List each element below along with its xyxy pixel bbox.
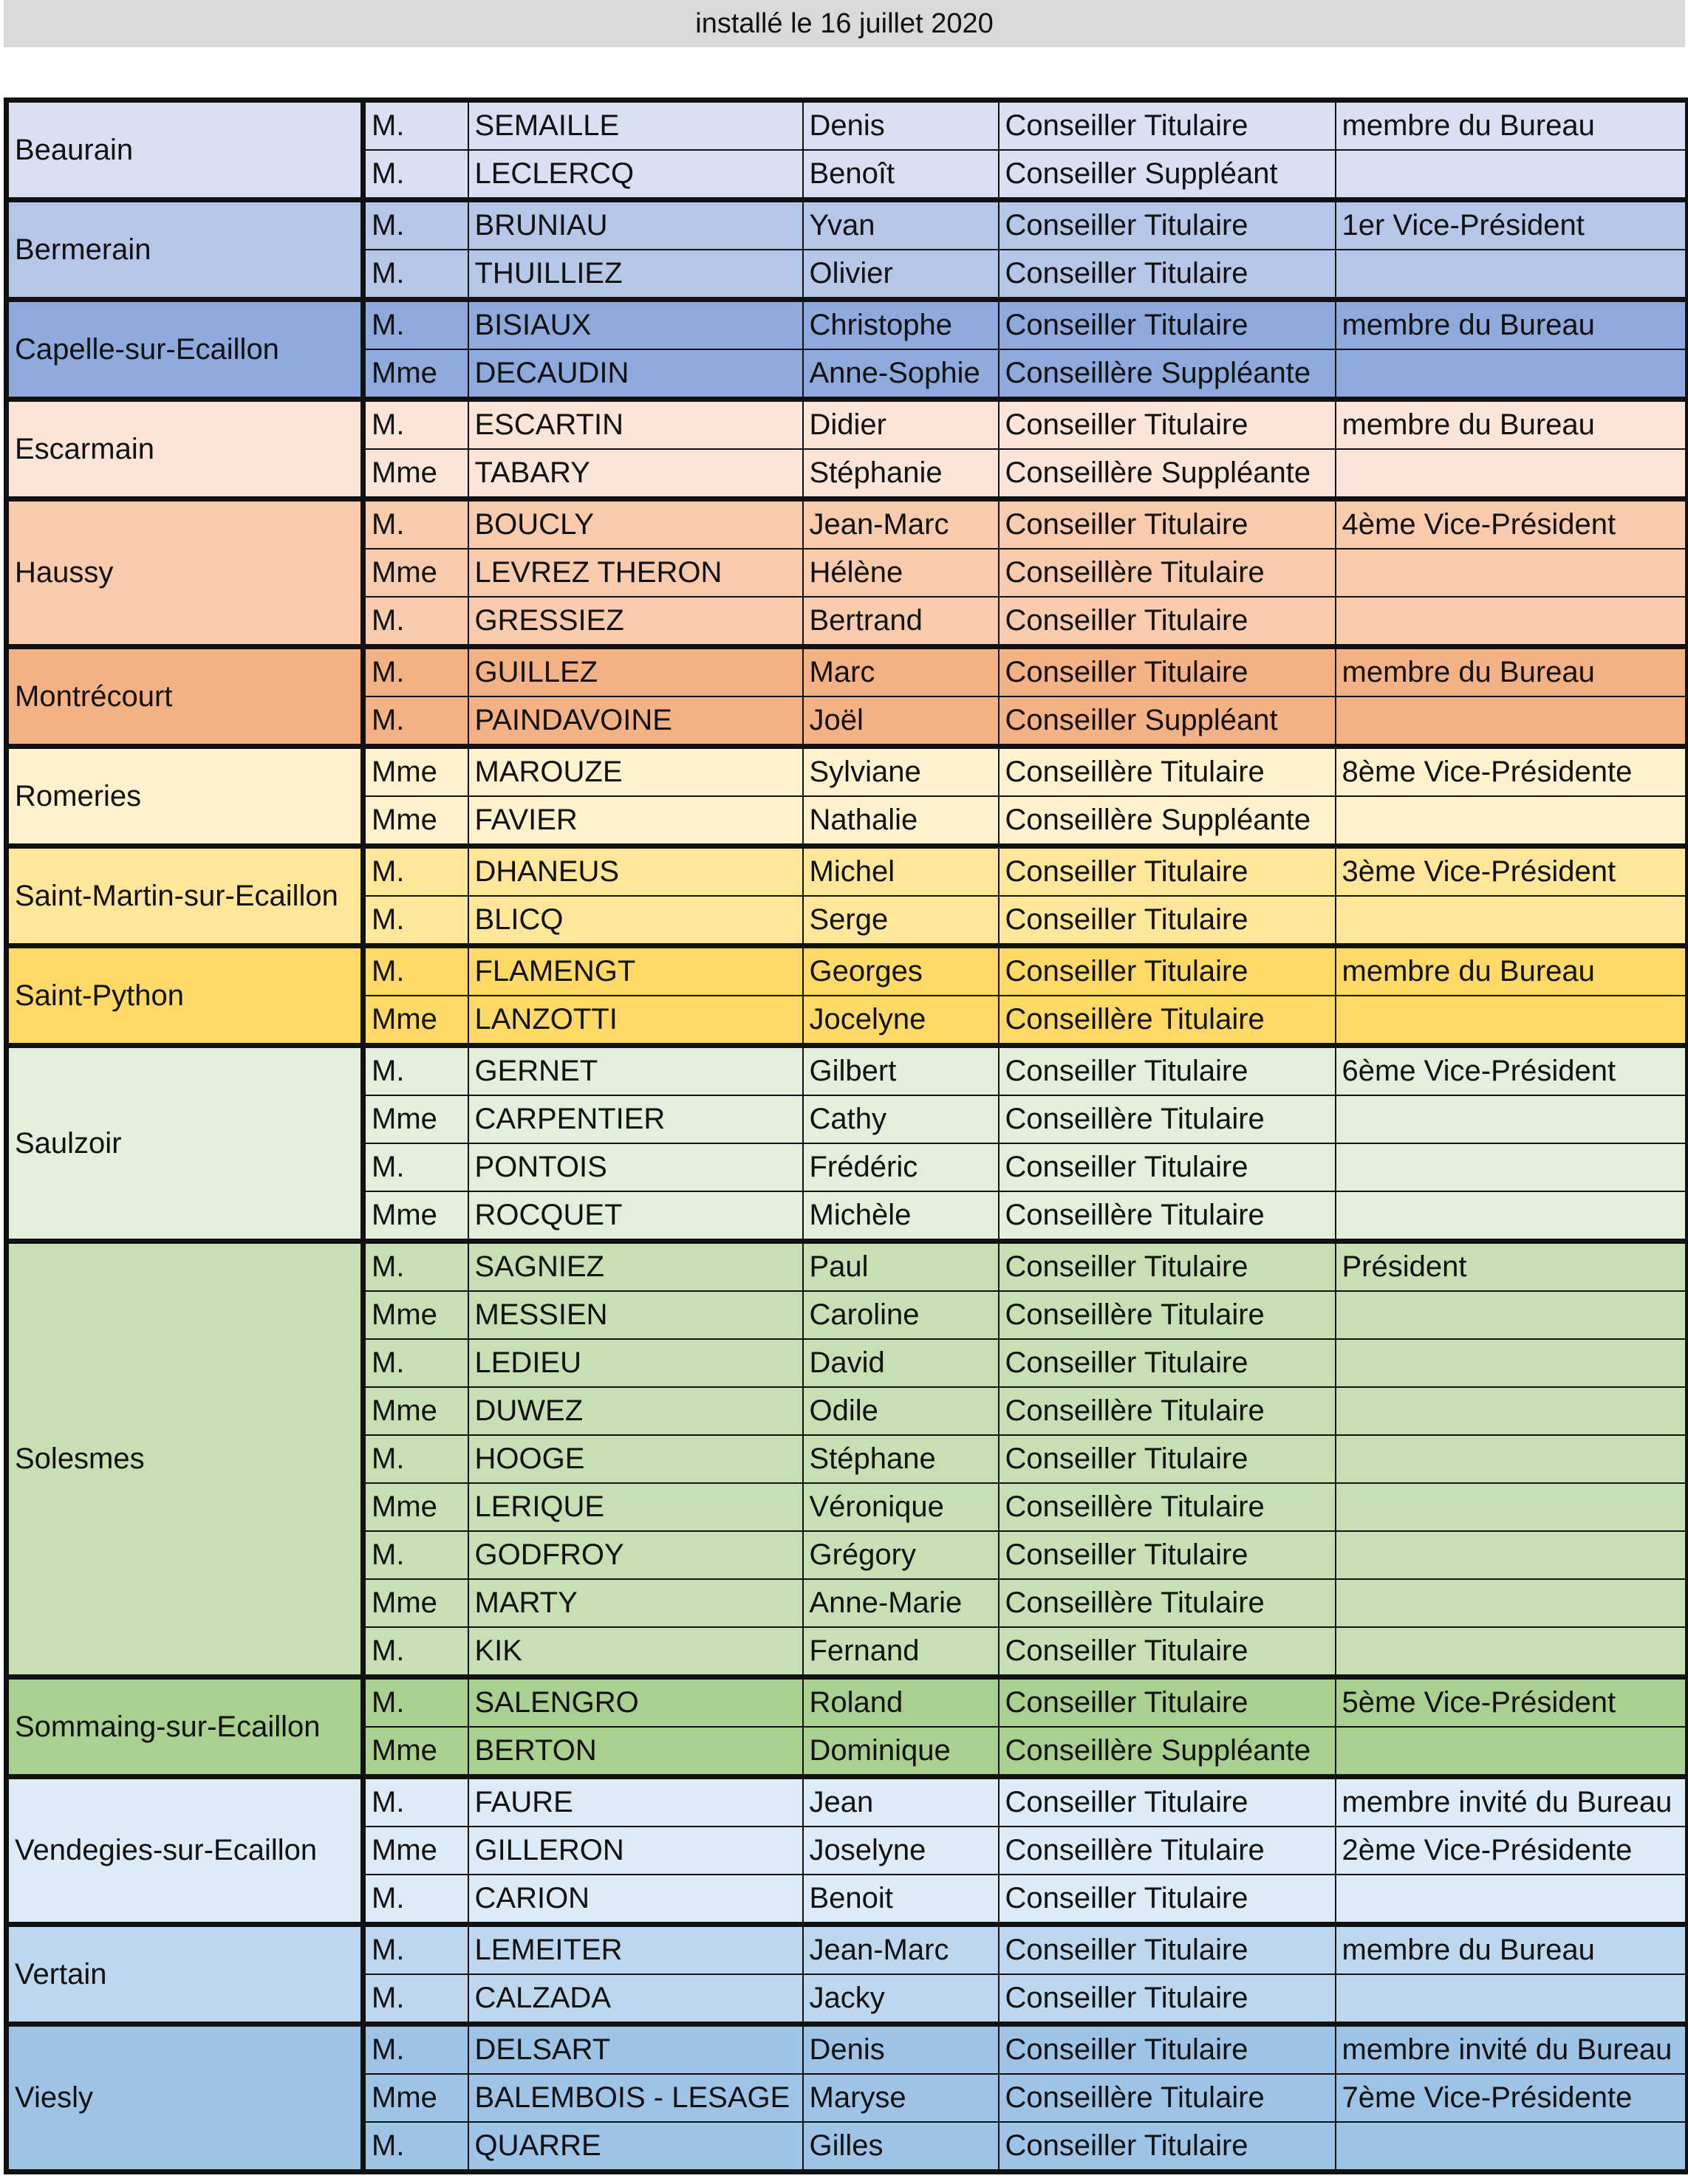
civility-cell: M. [363, 2122, 468, 2172]
last-name-cell: LECLERCQ [468, 150, 803, 200]
function-cell: Conseiller Titulaire [999, 1974, 1336, 2024]
table-row [7, 946, 1688, 996]
first-name-cell: Jacky [803, 1974, 999, 2024]
first-name-cell: Nathalie [803, 796, 999, 846]
role-cell [1336, 250, 1688, 300]
last-name-cell: LANZOTTI [468, 996, 803, 1046]
last-name-cell: LEMEITER [468, 1925, 803, 1975]
last-name-cell: PAINDAVOINE [468, 696, 803, 747]
first-name-cell: Denis [803, 2024, 999, 2075]
civility-cell: Mme [363, 1291, 468, 1339]
table-row [7, 2024, 1688, 2075]
last-name-cell: GUILLEZ [468, 647, 803, 697]
last-name-cell: GERNET [468, 1046, 803, 1096]
last-name-cell: SALENGRO [468, 1677, 803, 1728]
civility-cell: Mme [363, 1095, 468, 1143]
civility-cell: Mme [363, 1579, 468, 1627]
last-name-cell: SAGNIEZ [468, 1242, 803, 1292]
last-name-cell: KIK [468, 1627, 803, 1677]
role-cell: 7ème Vice-Présidente [1336, 2074, 1688, 2122]
role-cell [1336, 1974, 1688, 2024]
function-cell: Conseiller Titulaire [999, 896, 1336, 946]
commune-name-cell: Haussy [7, 499, 363, 647]
civility-cell: Mme [363, 449, 468, 499]
last-name-cell: GODFROY [468, 1531, 803, 1579]
table-row [7, 1777, 1688, 1827]
role-cell: membre du Bureau [1336, 400, 1688, 450]
table-row [7, 300, 1688, 350]
commune-name-cell: Viesly [7, 2024, 363, 2172]
function-cell: Conseillère Titulaire [999, 1095, 1336, 1143]
civility-cell: M. [363, 1435, 468, 1483]
function-cell: Conseiller Titulaire [999, 1143, 1336, 1191]
last-name-cell: TABARY [468, 449, 803, 499]
table-row [7, 647, 1688, 697]
civility-cell: M. [363, 1531, 468, 1579]
first-name-cell: Anne-Marie [803, 1579, 999, 1627]
role-cell [1336, 150, 1688, 200]
function-cell: Conseiller Titulaire [999, 946, 1336, 996]
civility-cell: Mme [363, 796, 468, 846]
last-name-cell: BLICQ [468, 896, 803, 946]
civility-cell: Mme [363, 996, 468, 1046]
role-cell: 6ème Vice-Président [1336, 1046, 1688, 1096]
role-cell: 5ème Vice-Président [1336, 1677, 1688, 1728]
role-cell [1336, 896, 1688, 946]
function-cell: Conseiller Titulaire [999, 1925, 1336, 1975]
commune-name-cell: Beaurain [7, 100, 363, 200]
civility-cell: M. [363, 1627, 468, 1677]
civility-cell: M. [363, 647, 468, 697]
commune-name-cell: Vertain [7, 1925, 363, 2024]
role-cell: 1er Vice-Président [1336, 200, 1688, 250]
page-title: installé le 16 juillet 2020 [4, 0, 1685, 47]
first-name-cell: Joël [803, 696, 999, 747]
last-name-cell: DECAUDIN [468, 349, 803, 400]
commune-name-cell: Montrécourt [7, 647, 363, 747]
role-cell: membre du Bureau [1336, 300, 1688, 350]
table-row [7, 747, 1688, 797]
civility-cell: Mme [363, 349, 468, 400]
table-row [7, 1242, 1688, 1292]
last-name-cell: SEMAILLE [468, 100, 803, 151]
function-cell: Conseiller Suppléant [999, 696, 1336, 747]
commune-name-cell: Bermerain [7, 200, 363, 300]
first-name-cell: Jean [803, 1777, 999, 1827]
last-name-cell: CARPENTIER [468, 1095, 803, 1143]
commune-name-cell: Romeries [7, 747, 363, 846]
civility-cell: M. [363, 250, 468, 300]
table-row [7, 1046, 1688, 1096]
first-name-cell: Roland [803, 1677, 999, 1728]
first-name-cell: Jocelyne [803, 996, 999, 1046]
first-name-cell: Jean-Marc [803, 499, 999, 550]
role-cell: membre du Bureau [1336, 647, 1688, 697]
civility-cell: M. [363, 499, 468, 550]
first-name-cell: Maryse [803, 2074, 999, 2122]
role-cell: 3ème Vice-Président [1336, 846, 1688, 897]
first-name-cell: Michel [803, 846, 999, 897]
function-cell: Conseiller Titulaire [999, 2122, 1336, 2172]
civility-cell: Mme [363, 1387, 468, 1435]
civility-cell: M. [363, 300, 468, 350]
role-cell: membre invité du Bureau [1336, 2024, 1688, 2075]
commune-name-cell: Vendegies-sur-Ecaillon [7, 1777, 363, 1925]
last-name-cell: CARION [468, 1875, 803, 1925]
first-name-cell: Dominique [803, 1727, 999, 1777]
first-name-cell: Georges [803, 946, 999, 996]
first-name-cell: Serge [803, 896, 999, 946]
first-name-cell: Grégory [803, 1531, 999, 1579]
function-cell: Conseillère Titulaire [999, 1579, 1336, 1627]
first-name-cell: Olivier [803, 250, 999, 300]
first-name-cell: Sylviane [803, 747, 999, 797]
table-row [7, 200, 1688, 250]
function-cell: Conseillère Titulaire [999, 747, 1336, 797]
function-cell: Conseillère Suppléante [999, 449, 1336, 499]
last-name-cell: BRUNIAU [468, 200, 803, 250]
last-name-cell: LERIQUE [468, 1483, 803, 1531]
role-cell: 4ème Vice-Président [1336, 499, 1688, 550]
last-name-cell: CALZADA [468, 1974, 803, 2024]
role-cell: membre du Bureau [1336, 1925, 1688, 1975]
role-cell [1336, 1579, 1688, 1627]
civility-cell: Mme [363, 1827, 468, 1875]
civility-cell: M. [363, 1974, 468, 2024]
commune-name-cell: Capelle-sur-Ecaillon [7, 300, 363, 400]
function-cell: Conseiller Titulaire [999, 1242, 1336, 1292]
function-cell: Conseillère Titulaire [999, 2074, 1336, 2122]
role-cell [1336, 1727, 1688, 1777]
civility-cell: Mme [363, 1191, 468, 1242]
role-cell [1336, 2122, 1688, 2172]
civility-cell: M. [363, 1339, 468, 1387]
function-cell: Conseiller Suppléant [999, 150, 1336, 200]
last-name-cell: ESCARTIN [468, 400, 803, 450]
first-name-cell: Yvan [803, 200, 999, 250]
last-name-cell: BERTON [468, 1727, 803, 1777]
role-cell: membre du Bureau [1336, 100, 1688, 151]
function-cell: Conseiller Titulaire [999, 1339, 1336, 1387]
civility-cell: M. [363, 946, 468, 996]
first-name-cell: Véronique [803, 1483, 999, 1531]
role-cell [1336, 1627, 1688, 1677]
last-name-cell: GRESSIEZ [468, 597, 803, 647]
commune-name-cell: Saint-Python [7, 946, 363, 1046]
last-name-cell: THUILLIEZ [468, 250, 803, 300]
role-cell [1336, 796, 1688, 846]
role-cell: Président [1336, 1242, 1688, 1292]
function-cell: Conseiller Titulaire [999, 1627, 1336, 1677]
commune-name-cell: Sommaing-sur-Ecaillon [7, 1677, 363, 1777]
civility-cell: M. [363, 896, 468, 946]
civility-cell: M. [363, 846, 468, 897]
function-cell: Conseillère Suppléante [999, 349, 1336, 400]
civility-cell: M. [363, 1875, 468, 1925]
function-cell: Conseillère Titulaire [999, 1291, 1336, 1339]
role-cell [1336, 1143, 1688, 1191]
function-cell: Conseiller Titulaire [999, 846, 1336, 897]
function-cell: Conseiller Titulaire [999, 597, 1336, 647]
civility-cell: M. [363, 597, 468, 647]
last-name-cell: DELSART [468, 2024, 803, 2075]
function-cell: Conseiller Titulaire [999, 250, 1336, 300]
function-cell: Conseillère Titulaire [999, 1827, 1336, 1875]
function-cell: Conseillère Titulaire [999, 996, 1336, 1046]
function-cell: Conseiller Titulaire [999, 1435, 1336, 1483]
first-name-cell: Paul [803, 1242, 999, 1292]
role-cell [1336, 1191, 1688, 1242]
function-cell: Conseiller Titulaire [999, 400, 1336, 450]
first-name-cell: Benoît [803, 150, 999, 200]
last-name-cell: LEVREZ THERON [468, 549, 803, 597]
table-row [7, 1925, 1688, 1975]
role-cell [1336, 1531, 1688, 1579]
civility-cell: M. [363, 1677, 468, 1728]
function-cell: Conseillère Titulaire [999, 549, 1336, 597]
role-cell: membre invité du Bureau [1336, 1777, 1688, 1827]
first-name-cell: Odile [803, 1387, 999, 1435]
function-cell: Conseiller Titulaire [999, 300, 1336, 350]
function-cell: Conseiller Titulaire [999, 1046, 1336, 1096]
role-cell [1336, 1339, 1688, 1387]
civility-cell: Mme [363, 549, 468, 597]
role-cell [1336, 549, 1688, 597]
role-cell [1336, 1483, 1688, 1531]
civility-cell: M. [363, 696, 468, 747]
function-cell: Conseiller Titulaire [999, 647, 1336, 697]
function-cell: Conseiller Titulaire [999, 1777, 1336, 1827]
commune-name-cell: Saulzoir [7, 1046, 363, 1242]
last-name-cell: BALEMBOIS - LESAGE [468, 2074, 803, 2122]
civility-cell: Mme [363, 747, 468, 797]
commune-name-cell: Solesmes [7, 1242, 363, 1677]
civility-cell: M. [363, 1046, 468, 1096]
first-name-cell: Stéphane [803, 1435, 999, 1483]
first-name-cell: Denis [803, 100, 999, 151]
function-cell: Conseillère Suppléante [999, 796, 1336, 846]
civility-cell: M. [363, 100, 468, 151]
role-cell [1336, 1387, 1688, 1435]
function-cell: Conseiller Titulaire [999, 1677, 1336, 1728]
last-name-cell: PONTOIS [468, 1143, 803, 1191]
civility-cell: M. [363, 1777, 468, 1827]
council-table-body [7, 100, 1688, 2172]
first-name-cell: Hélène [803, 549, 999, 597]
role-cell: 8ème Vice-Présidente [1336, 747, 1688, 797]
first-name-cell: Bertrand [803, 597, 999, 647]
role-cell [1336, 349, 1688, 400]
first-name-cell: Frédéric [803, 1143, 999, 1191]
role-cell [1336, 1435, 1688, 1483]
civility-cell: Mme [363, 2074, 468, 2122]
function-cell: Conseiller Titulaire [999, 1875, 1336, 1925]
table-row [7, 1677, 1688, 1728]
first-name-cell: Christophe [803, 300, 999, 350]
first-name-cell: David [803, 1339, 999, 1387]
last-name-cell: FLAMENGT [468, 946, 803, 996]
function-cell: Conseiller Titulaire [999, 2024, 1336, 2075]
civility-cell: Mme [363, 1727, 468, 1777]
role-cell: 2ème Vice-Présidente [1336, 1827, 1688, 1875]
function-cell: Conseiller Titulaire [999, 100, 1336, 151]
first-name-cell: Gilbert [803, 1046, 999, 1096]
table-row [7, 400, 1688, 450]
last-name-cell: MARTY [468, 1579, 803, 1627]
civility-cell: M. [363, 1143, 468, 1191]
civility-cell: M. [363, 1925, 468, 1975]
role-cell [1336, 1095, 1688, 1143]
council-members-table [4, 97, 1688, 2174]
first-name-cell: Jean-Marc [803, 1925, 999, 1975]
last-name-cell: BISIAUX [468, 300, 803, 350]
last-name-cell: ROCQUET [468, 1191, 803, 1242]
last-name-cell: MAROUZE [468, 747, 803, 797]
function-cell: Conseiller Titulaire [999, 499, 1336, 550]
table-row [7, 100, 1688, 151]
first-name-cell: Caroline [803, 1291, 999, 1339]
first-name-cell: Fernand [803, 1627, 999, 1677]
first-name-cell: Benoit [803, 1875, 999, 1925]
last-name-cell: GILLERON [468, 1827, 803, 1875]
role-cell [1336, 449, 1688, 499]
commune-name-cell: Escarmain [7, 400, 363, 499]
last-name-cell: BOUCLY [468, 499, 803, 550]
role-cell [1336, 597, 1688, 647]
last-name-cell: FAVIER [468, 796, 803, 846]
civility-cell: M. [363, 400, 468, 450]
first-name-cell: Michèle [803, 1191, 999, 1242]
table-row [7, 499, 1688, 550]
role-cell [1336, 1291, 1688, 1339]
role-cell: membre du Bureau [1336, 946, 1688, 996]
first-name-cell: Anne-Sophie [803, 349, 999, 400]
function-cell: Conseillère Titulaire [999, 1483, 1336, 1531]
last-name-cell: LEDIEU [468, 1339, 803, 1387]
function-cell: Conseillère Suppléante [999, 1727, 1336, 1777]
last-name-cell: HOOGE [468, 1435, 803, 1483]
civility-cell: M. [363, 150, 468, 200]
table-row [7, 846, 1688, 897]
last-name-cell: DUWEZ [468, 1387, 803, 1435]
function-cell: Conseiller Titulaire [999, 200, 1336, 250]
role-cell [1336, 996, 1688, 1046]
function-cell: Conseiller Titulaire [999, 1531, 1336, 1579]
civility-cell: M. [363, 2024, 468, 2075]
first-name-cell: Marc [803, 647, 999, 697]
last-name-cell: MESSIEN [468, 1291, 803, 1339]
commune-name-cell: Saint-Martin-sur-Ecaillon [7, 846, 363, 946]
first-name-cell: Cathy [803, 1095, 999, 1143]
first-name-cell: Stéphanie [803, 449, 999, 499]
first-name-cell: Joselyne [803, 1827, 999, 1875]
first-name-cell: Gilles [803, 2122, 999, 2172]
last-name-cell: DHANEUS [468, 846, 803, 897]
first-name-cell: Didier [803, 400, 999, 450]
role-cell [1336, 1875, 1688, 1925]
last-name-cell: FAURE [468, 1777, 803, 1827]
function-cell: Conseillère Titulaire [999, 1387, 1336, 1435]
function-cell: Conseillère Titulaire [999, 1191, 1336, 1242]
civility-cell: Mme [363, 1483, 468, 1531]
last-name-cell: QUARRE [468, 2122, 803, 2172]
role-cell [1336, 696, 1688, 747]
civility-cell: M. [363, 1242, 468, 1292]
civility-cell: M. [363, 200, 468, 250]
